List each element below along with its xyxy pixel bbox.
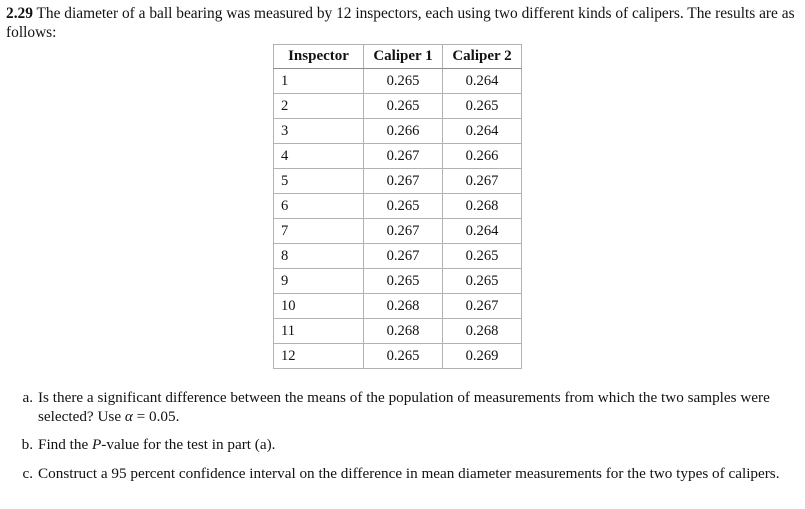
problem-number: 2.29 [6, 5, 33, 22]
cell-inspector: 4 [274, 144, 364, 169]
question-marker: c. [22, 464, 33, 482]
question-item [0, 465, 805, 484]
question-item [0, 436, 805, 455]
measurements-table [273, 44, 522, 369]
table-row [274, 119, 522, 144]
cell-caliper-2: 0.265 [443, 269, 522, 294]
cell-inspector: 12 [274, 344, 364, 369]
question-text-before: Is there a significant difference between the means of the population of measurements from which the two samples were selected? Use [38, 389, 770, 425]
cell-inspector: 5 [274, 169, 364, 194]
cell-inspector: 8 [274, 244, 364, 269]
table-row [274, 144, 522, 169]
cell-inspector: 6 [274, 194, 364, 219]
problem-statement [6, 4, 799, 42]
table-row [274, 344, 522, 369]
table-body [274, 69, 522, 369]
question-text-after: -value for the test in part (a). [101, 436, 276, 454]
question-text [38, 436, 805, 455]
cell-caliper-1: 0.266 [364, 119, 443, 144]
column-header-caliper-1: Caliper 1 [364, 45, 443, 69]
column-header-caliper-2: Caliper 2 [443, 45, 522, 69]
cell-caliper-1: 0.265 [364, 269, 443, 294]
cell-caliper-1: 0.265 [364, 344, 443, 369]
cell-caliper-2: 0.267 [443, 294, 522, 319]
question-text [38, 465, 805, 484]
cell-caliper-1: 0.268 [364, 319, 443, 344]
cell-caliper-2: 0.266 [443, 144, 522, 169]
table-row [274, 294, 522, 319]
cell-caliper-2: 0.264 [443, 219, 522, 244]
table-row [274, 319, 522, 344]
cell-caliper-1: 0.267 [364, 244, 443, 269]
cell-inspector: 10 [274, 294, 364, 319]
measurements-table-container [273, 44, 522, 369]
cell-caliper-1: 0.265 [364, 94, 443, 119]
table-row [274, 244, 522, 269]
question-marker: b. [21, 436, 33, 454]
table-row [274, 219, 522, 244]
cell-caliper-2: 0.264 [443, 119, 522, 144]
question-list [0, 389, 805, 493]
table-header [274, 45, 522, 69]
problem-line-1: The diameter of a ball bearing was measured by 12 inspectors, each using two different kinds of calipers. [36, 5, 684, 22]
cell-caliper-2: 0.265 [443, 94, 522, 119]
math-symbol: α [124, 407, 133, 425]
cell-caliper-2: 0.267 [443, 169, 522, 194]
cell-caliper-2: 0.268 [443, 319, 522, 344]
cell-caliper-1: 0.265 [364, 69, 443, 94]
cell-inspector: 9 [274, 269, 364, 294]
cell-inspector: 11 [274, 319, 364, 344]
question-marker: a. [22, 389, 33, 406]
question-item [0, 389, 805, 426]
cell-caliper-1: 0.267 [364, 169, 443, 194]
cell-caliper-2: 0.265 [443, 244, 522, 269]
question-text-before: Construct a 95 percent confidence interval on the difference in mean diameter measurements for the two types of calipers. [38, 464, 780, 482]
table-row [274, 194, 522, 219]
table-row [274, 269, 522, 294]
cell-caliper-1: 0.268 [364, 294, 443, 319]
question-text [38, 389, 805, 426]
math-symbol: P [92, 436, 102, 454]
cell-caliper-2: 0.269 [443, 344, 522, 369]
table-row [274, 94, 522, 119]
problem-line-2: The results are as follows: [6, 5, 795, 41]
cell-inspector: 3 [274, 119, 364, 144]
cell-caliper-2: 0.268 [443, 194, 522, 219]
cell-caliper-1: 0.267 [364, 144, 443, 169]
table-row [274, 69, 522, 94]
cell-caliper-2: 0.264 [443, 69, 522, 94]
cell-caliper-1: 0.267 [364, 219, 443, 244]
cell-inspector: 1 [274, 69, 364, 94]
table-row [274, 169, 522, 194]
table-header-row [274, 45, 522, 69]
question-text-before: Find the [38, 436, 93, 454]
cell-inspector: 7 [274, 219, 364, 244]
cell-inspector: 2 [274, 94, 364, 119]
column-header-inspector: Inspector [274, 45, 364, 69]
cell-caliper-1: 0.265 [364, 194, 443, 219]
question-text-after: = 0.05. [132, 407, 180, 425]
